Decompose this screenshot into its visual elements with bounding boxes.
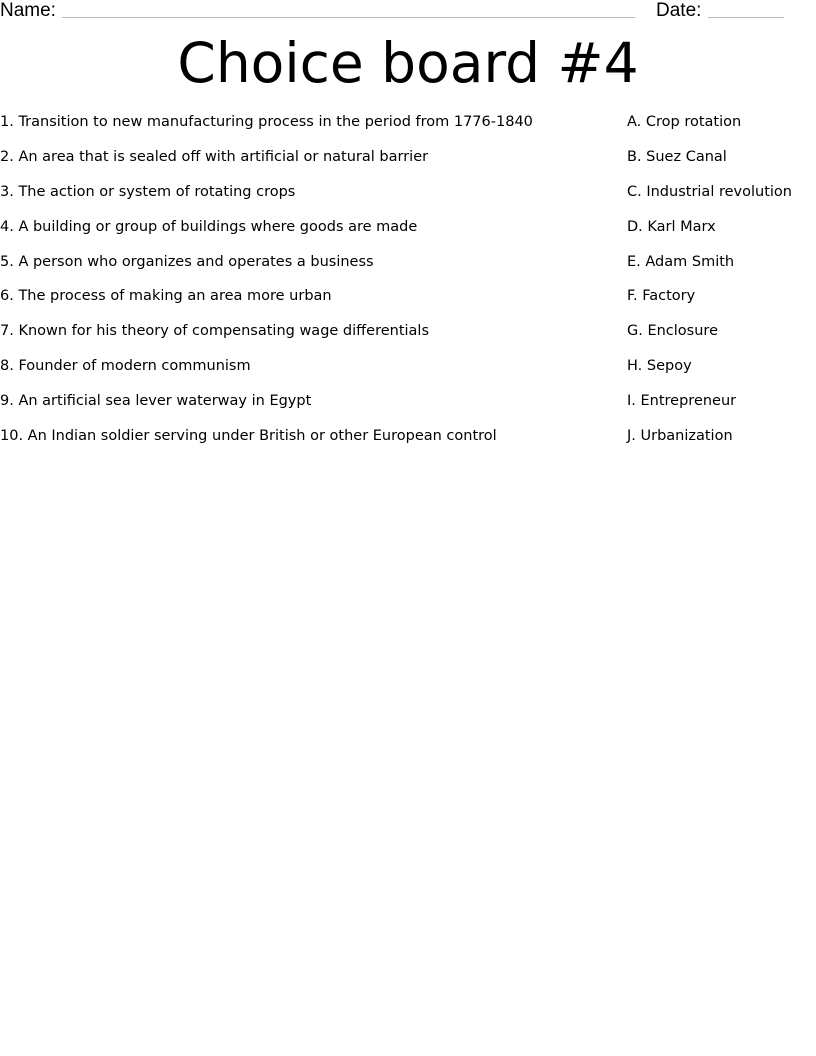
answer-item: F. Factory [627,288,696,305]
question-item: 5. A person who organizes and operates a business [0,253,374,270]
answer-item: A. Crop rotation [627,114,742,130]
answer-item: I. Entrepreneur [627,393,737,410]
question-item: 10. An Indian soldier serving under British or other European control [0,428,497,445]
answer-item: H. Sepoy [627,358,692,375]
question-item: 1. Transition to new manufacturing process in the period from 1776-1840 [0,114,533,130]
name-blank-line[interactable] [62,17,635,18]
question-item: 7. Known for his theory of compensating wage differentials [0,323,430,340]
answer-item: B. Suez Canal [627,148,727,165]
question-item: 3. The action or system of rotating crops [0,183,296,200]
name-label: Name: [0,0,56,21]
answer-item: G. Enclosure [627,323,718,340]
header-row [0,0,816,22]
question-item: 4. A building or group of buildings where goods are made [0,218,418,235]
answer-item: D. Karl Marx [627,218,716,235]
page-title: Choice board #4 [177,31,639,95]
answer-item: E. Adam Smith [627,253,735,270]
question-item: 8. Founder of modern communism [0,358,251,375]
question-item: 9. An artificial sea lever waterway in Egypt [0,393,312,410]
date-label: Date: [656,0,702,21]
question-item: 2. An area that is sealed off with artificial or natural barrier [0,148,429,165]
answer-list [627,110,816,459]
date-blank-line[interactable] [708,17,784,18]
answer-item: C. Industrial revolution [627,183,792,200]
question-item: 6. The process of making an area more urban [0,288,332,305]
answer-item: J. Urbanization [627,428,733,445]
question-list [0,110,600,459]
